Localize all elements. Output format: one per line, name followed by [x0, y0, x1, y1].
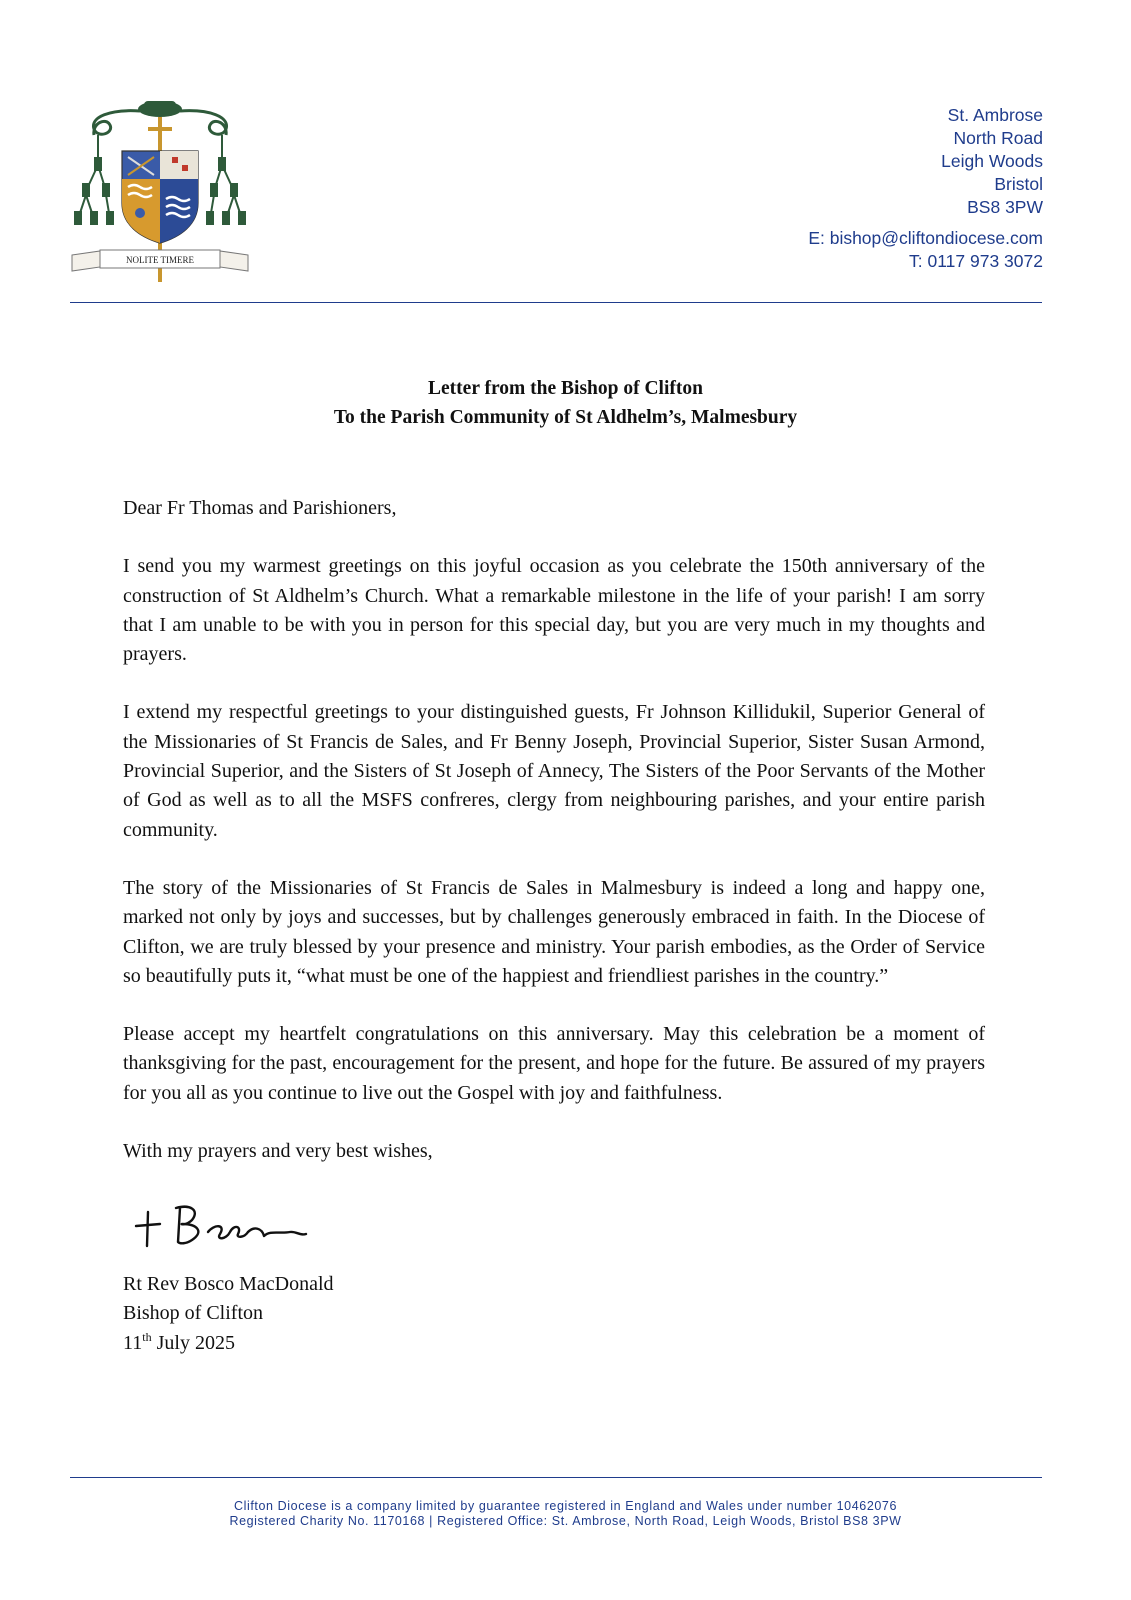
address-line: Bristol — [994, 174, 1043, 194]
letter-title — [0, 374, 1131, 432]
title-line-1: Letter from the Bishop of Clifton — [428, 378, 703, 399]
address-line: North Road — [953, 128, 1043, 148]
letter-body — [123, 494, 985, 1195]
date-suffix: th — [142, 1329, 152, 1344]
signatory-role: Bishop of Clifton — [123, 1302, 264, 1325]
signatory-name: Rt Rev Bosco MacDonald — [123, 1273, 334, 1295]
date-rest: July 2025 — [151, 1331, 235, 1354]
body-paragraph: The story of the Missionaries of St Francis de Sales in Malmesbury is indeed a long and happy one, marked not only by joys and successes, but by challenges generously embraced in faith. In the Diocese of Clifton, we are truly blessed by your presence and ministry. Your parish embodies, as the Order of Service so beautifully puts it, “what must be one of the happiest and friendliest parishes in the country.” — [123, 876, 985, 987]
footer — [0, 1499, 1131, 1529]
title-line-2: To the Parish Community of St Aldhelm’s, Malmesbury — [333, 407, 798, 428]
closing: With my prayers and very best wishes, — [123, 1140, 433, 1163]
letter-date — [123, 1329, 334, 1358]
coat-of-arms-logo — [70, 95, 250, 290]
address-line: BS8 3PW — [967, 197, 1043, 217]
body-paragraph: I send you my warmest greetings on this joyful occasion as you celebrate the 150th anniversary of the construction of St Aldhelm’s Church. What a remarkable milestone in the life of your parish! I am sorry that I am unable to be with you in person for this special day, but you are very much in my thoughts and prayers. — [123, 555, 985, 666]
signoff — [123, 1270, 334, 1358]
footer-charity-line: Registered Charity No. 1170168 | Registered Office: St. Ambrose, North Road, Leigh Woods, Bristol BS8 3PW — [229, 1514, 902, 1528]
address-line: St. Ambrose — [947, 105, 1043, 125]
email-line: E: bishop@cliftondiocese.com — [808, 228, 1043, 248]
handwritten-signature — [130, 1196, 320, 1254]
phone-line: T: 0117 973 3072 — [909, 251, 1043, 271]
date-day: 11 — [123, 1331, 143, 1354]
motto-text: NOLITE TIMERE — [125, 255, 195, 265]
header-divider — [70, 302, 1042, 303]
footer-company-line: Clifton Diocese is a company limited by guarantee registered in England and Wales under number 10462076 — [233, 1499, 898, 1513]
salutation: Dear Fr Thomas and Parishioners, — [123, 497, 397, 519]
address-line: Leigh Woods — [941, 151, 1043, 171]
body-paragraph: Please accept my heartfelt congratulations on this anniversary. May this celebration be a moment of thanksgiving for the past, encouragement for the present, and hope for the future. Be assured of my prayers for you all as you continue to live out the Gospel with joy and faithfulness. — [123, 1023, 985, 1104]
address-spacer — [808, 219, 1043, 227]
footer-divider — [70, 1477, 1042, 1478]
letterhead-address — [808, 104, 1043, 273]
body-paragraph: I extend my respectful greetings to your distinguished guests, Fr Johnson Killidukil, Superior General of the Missionaries of St Francis de Sales, and Fr Benny Joseph, Provincial Superior, Sister Susan Armond, Provincial Superior, and the Sisters of St Joseph of Annecy, The Sisters of the Poor Servants of the Mother of God as well as to all the MSFS confreres, clergy from neighbouring parishes, and your entire parish community. — [123, 701, 985, 841]
